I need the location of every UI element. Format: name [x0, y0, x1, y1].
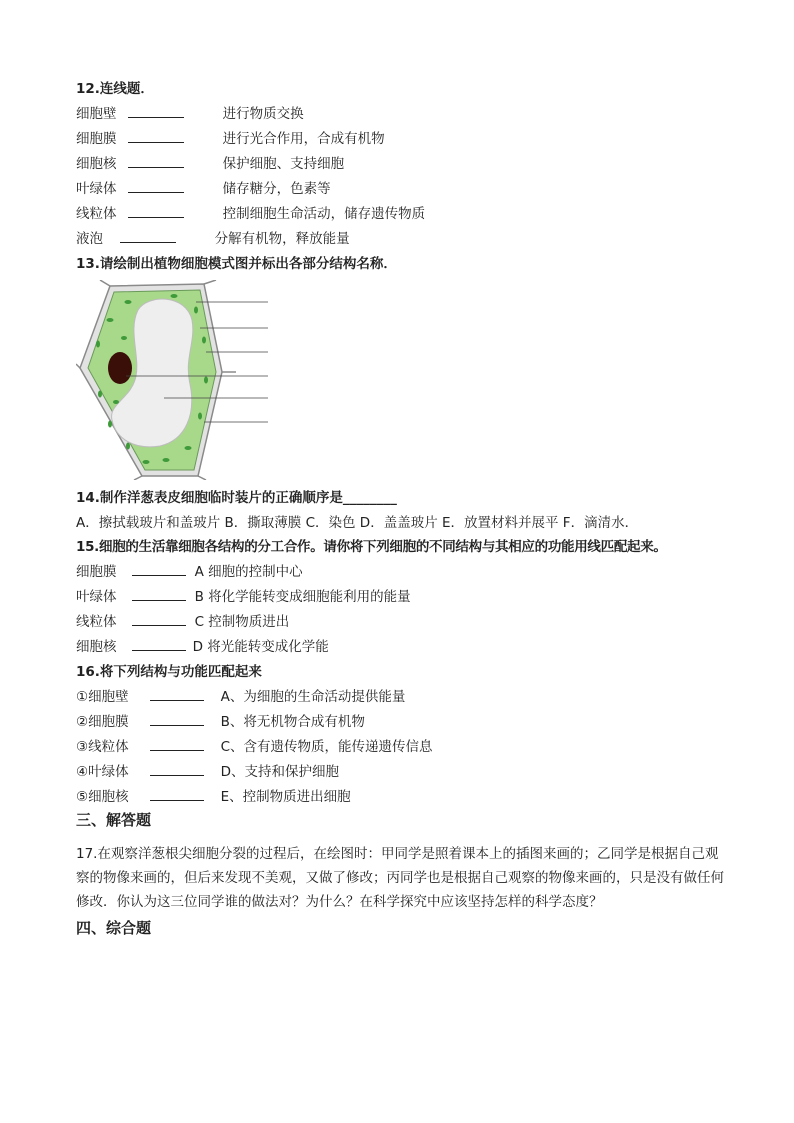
q16-left-label: ⑤细胞核 [76, 789, 129, 805]
section-heading: 三、解答题 [76, 811, 152, 829]
q16-row [76, 788, 351, 806]
q15-blank[interactable] [132, 638, 186, 651]
q15-title-text: 15.细胞的生活靠细胞各结构的分工合作。请你将下列细胞的不同结构与其相应的功能用线匹配起来。 [76, 539, 667, 555]
q12-left-label: 细胞膜 [76, 131, 117, 147]
q17-text: 17.在观察洋葱根尖细胞分裂的过程后，在绘图时：甲同学是照着课本上的插图来画的；乙同学是根据自己观察的物像来画的，但后来发现不美观，又做了修改；丙同学也是根据自己观察的物像来画的，只是没有做任何修改．你认为这三位同学谁的做法对？为什么？在科学探究中应该坚持怎样的科学态度？ [76, 846, 724, 910]
q15-left-label: 细胞膜 [76, 564, 117, 580]
q15-right-label: B 将化学能转变成细胞能利用的能量 [194, 589, 411, 605]
q12-row [76, 180, 331, 198]
q15-left-label: 细胞核 [76, 639, 117, 655]
q16-left-label: ②细胞膜 [76, 714, 129, 730]
q12-right-label: 进行光合作用，合成有机物 [222, 131, 385, 147]
q16-blank[interactable] [150, 763, 204, 776]
q16-title-text: 16.将下列结构与功能匹配起来 [76, 664, 262, 680]
q15-right-label: A 细胞的控制中心 [194, 564, 303, 580]
q16-title [76, 663, 262, 681]
plant-cell-diagram [76, 280, 276, 480]
q12-row [76, 155, 344, 173]
q12-blank[interactable] [120, 230, 176, 243]
q15-left-label: 线粒体 [76, 614, 117, 630]
q15-blank[interactable] [132, 613, 186, 626]
q16-row [76, 763, 339, 781]
q12-blank[interactable] [128, 155, 184, 168]
q12-row [76, 205, 425, 223]
q16-left-label: ④叶绿体 [76, 764, 129, 780]
q15-row [76, 613, 289, 631]
q12-right-label: 分解有机物，释放能量 [214, 231, 350, 247]
q16-row [76, 688, 405, 706]
q15-blank[interactable] [132, 563, 186, 576]
q15-blank[interactable] [132, 588, 186, 601]
q14-options [76, 514, 638, 532]
q12-left-label: 细胞壁 [76, 106, 117, 122]
q15-right-label: D 将光能转变成化学能 [192, 639, 329, 655]
q12-blank[interactable] [128, 180, 184, 193]
q12-blank[interactable] [128, 105, 184, 118]
q12-right-label: 储存糖分，色素等 [222, 181, 331, 197]
q16-left-label: ③线粒体 [76, 739, 129, 755]
q14-title [76, 489, 397, 507]
q12-left-label: 线粒体 [76, 206, 117, 222]
q12-right-label: 进行物质交换 [222, 106, 304, 122]
q12-left-label: 细胞核 [76, 156, 117, 172]
q16-right-label: B、将无机物合成有机物 [220, 714, 365, 730]
nucleus [108, 352, 132, 384]
q14-title-text: 14.制作洋葱表皮细胞临时装片的正确顺序是________ [76, 490, 397, 506]
q15-title [76, 538, 667, 556]
q12-blank[interactable] [128, 205, 184, 218]
q16-blank[interactable] [150, 788, 204, 801]
q14-options-text: A．擦拭载玻片和盖玻片 B．撕取薄膜 C．染色 D．盖盖玻片 E．放置材料并展平 F．滴清水． [76, 515, 639, 531]
q16-row [76, 738, 433, 756]
q12-row [76, 130, 385, 148]
q16-right-label: A、为细胞的生命活动提供能量 [220, 689, 406, 705]
section-heading: 四、综合题 [76, 919, 152, 937]
q16-right-label: C、含有遗传物质，能传递遗传信息 [220, 739, 433, 755]
q12-row [76, 230, 350, 248]
q15-left-label: 叶绿体 [76, 589, 117, 605]
q13-title-text: 13.请绘制出植物细胞模式图并标出各部分结构名称． [76, 256, 397, 272]
q12-title [76, 80, 154, 98]
q16-right-label: E、控制物质进出细胞 [220, 789, 351, 805]
q12-left-label: 叶绿体 [76, 181, 117, 197]
q16-blank[interactable] [150, 688, 204, 701]
q15-row [76, 588, 411, 606]
q13-title [76, 255, 397, 273]
q12-title-text: 12.连线题． [76, 81, 154, 97]
q15-row [76, 563, 303, 581]
q12-right-label: 控制细胞生命活动，储存遗传物质 [222, 206, 426, 222]
q15-row [76, 638, 329, 656]
q12-left-label: 液泡 [76, 231, 103, 247]
q12-row [76, 105, 304, 123]
q12-right-label: 保护细胞、支持细胞 [222, 156, 345, 172]
q16-blank[interactable] [150, 738, 204, 751]
q16-right-label: D、支持和保护细胞 [220, 764, 339, 780]
q16-left-label: ①细胞壁 [76, 689, 129, 705]
q12-blank[interactable] [128, 130, 184, 143]
q15-right-label: C 控制物质进出 [194, 614, 290, 630]
q16-blank[interactable] [150, 713, 204, 726]
q16-row [76, 713, 365, 731]
